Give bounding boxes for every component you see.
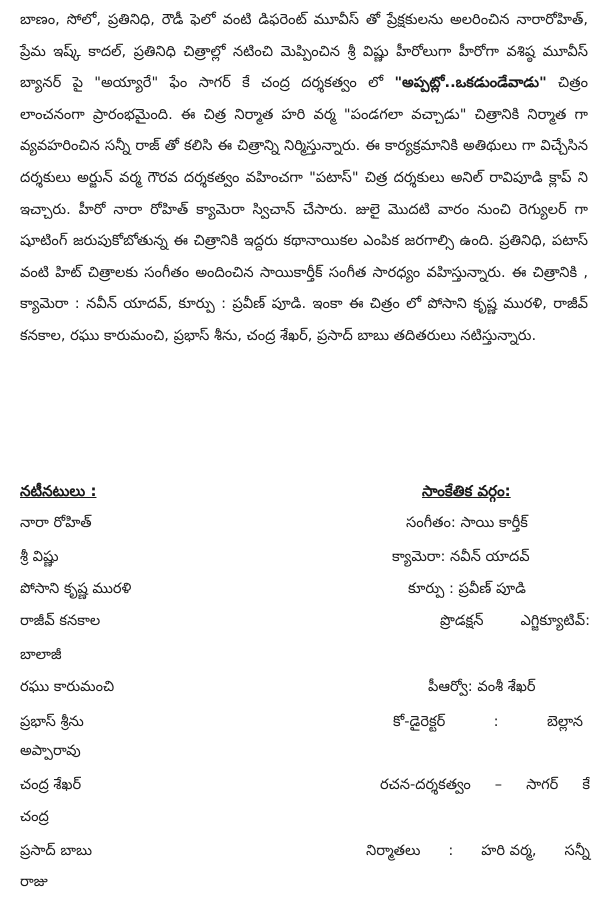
cast-member: పోసాని కృష్ణ మురళి: [20, 580, 132, 597]
crew-codirector: [393, 713, 583, 734]
cast-heading: నటీనటులు :: [20, 482, 97, 500]
cast-member: రాజు: [20, 873, 48, 890]
article-paragraph: [20, 4, 588, 352]
cast-member: ప్రభాస్ శ్రీను: [20, 713, 84, 730]
crew-codirector-colon: :: [493, 713, 499, 730]
crew-music: సంగీతం: సాయి కార్తీక్: [406, 514, 528, 531]
cast-member: శ్రీ విష్ణు: [20, 548, 59, 565]
crew-producers-label: నిర్మాతలు: [366, 842, 421, 859]
article-text-part-2: చిత్రం లాంచనంగా ప్రారంభమైంది. ఈ చిత్ర నిర్మాత హరి వర్మ "పండగలా వచ్చాడు" చిత్రానికి నిర్మాత గా వ్యవహరించిన సన్నీ రాజ్ తో కలిసి ఈ చిత్రాన్ని నిర్మిస్తున్నారు. ఈ కార్యక్రమానికి అతిథులు గా విచ్చేసిన దర్శకులు అర్జున్ వర్మ గౌరవ దర్శకత్వం వహించగా "పటాస్" చిత్ర దర్శకులు అనిల్ రావిపూడి క్లాప్ ని ఇచ్చారు. హీరో నారా రోహిత్ క్యామెరా స్విచాన్ చేసారు. జులై మొదటి వారం నుంచి రెగ్యులర్ గా షూటింగ్ జరుపుకోబోతున్న ఈ చిత్రానికి ఇద్దరు కథానాయికల ఎంపిక జరగాల్సి ఉంది. ప్రతినిధి, పటాస్ వంటి హిట్ చిత్రాలకు సంగీతం అందించిన సాయికార్తీక్ సంగీత సారధ్యం వహిస్తున్నారు. ఈ చిత్రానికి , క్యామెరా : నవీన్ యాదవ్, కూర్పు : ప్రవీణ్ పూడి. ఇంకా ఈ చిత్రం లో పోసాని కృష్ణ మురళి, రాజీవ్ కనకాల, రఘు కారుమంచి, ప్రభాస్ శీను, చంద్ర శేఖర్, ప్రసాద్ బాబు తదితరులు నటిస్తున్నారు.: [20, 74, 588, 344]
cast-member: నారా రోహిత్: [20, 514, 92, 531]
cast-member: రఘు కారుమంచి: [20, 678, 115, 695]
crew-producers-colon: :: [448, 842, 454, 859]
cast-member: రాజీవ్ కనకాల: [20, 612, 101, 629]
crew-camera: క్యామెరా: నవీన్ యాదవ్: [392, 548, 530, 565]
crew-producers: [366, 842, 590, 863]
cast-member: చంద్ర శేఖర్: [20, 776, 82, 793]
crew-production-label-b: ఎగ్జిక్యూటివ్:: [520, 612, 590, 629]
crew-story-name-b: కే: [582, 776, 590, 793]
cast-member: అప్పారావు: [20, 742, 81, 759]
cast-member: చంద్ర: [20, 808, 49, 825]
crew-story-dash: –: [494, 776, 503, 793]
crew-production-label-a: ప్రొడక్షన్: [440, 612, 484, 629]
crew-producers-name-b: సన్నీ: [564, 842, 590, 859]
crew-production-executive: [440, 612, 590, 633]
crew-story-label: రచన-దర్శకత్వం: [380, 776, 471, 793]
crew-pro: పీఆర్వో: వంశీ శేఖర్: [428, 678, 536, 695]
movie-title: "అప్పట్లో..ఒకడుండేవాడు": [394, 74, 547, 92]
crew-codirector-label: కో-డైరెక్టర్: [393, 713, 446, 730]
cast-member: బాలాజీ: [20, 646, 62, 663]
article-text-part-1: బాణం, సోలో, ప్రతినిధి, రౌడీ ఫెలో వంటి డిఫరెంట్ మూవీస్ తో ప్రేక్షకులను అలరించిన నారారోహిత్, ప్రేమ ఇష్క్ కాదల్, ప్రతినిధి చిత్రాల్లో నటించి మెప్పించిన శ్రీ విష్ణు హీరోలుగా హీరోగా వశిష్ఠ మూవీస్ బ్యానర్ పై "అయ్యారే" ఫేం సాగర్ కే చంద్ర దర్శకత్వం లో: [20, 11, 588, 92]
crew-editing: కూర్పు : ప్రవీణ్ పూడి: [408, 580, 526, 597]
crew-producers-name-a: హరి వర్మ,: [481, 842, 537, 859]
cast-member: ప్రసాద్ బాబు: [20, 842, 93, 859]
crew-heading: సాంకేతిక వర్గం:: [422, 482, 511, 500]
crew-codirector-name: బెల్లాన: [546, 713, 583, 730]
crew-story-direction: [380, 776, 590, 797]
crew-story-name-a: సాగర్: [526, 776, 559, 793]
